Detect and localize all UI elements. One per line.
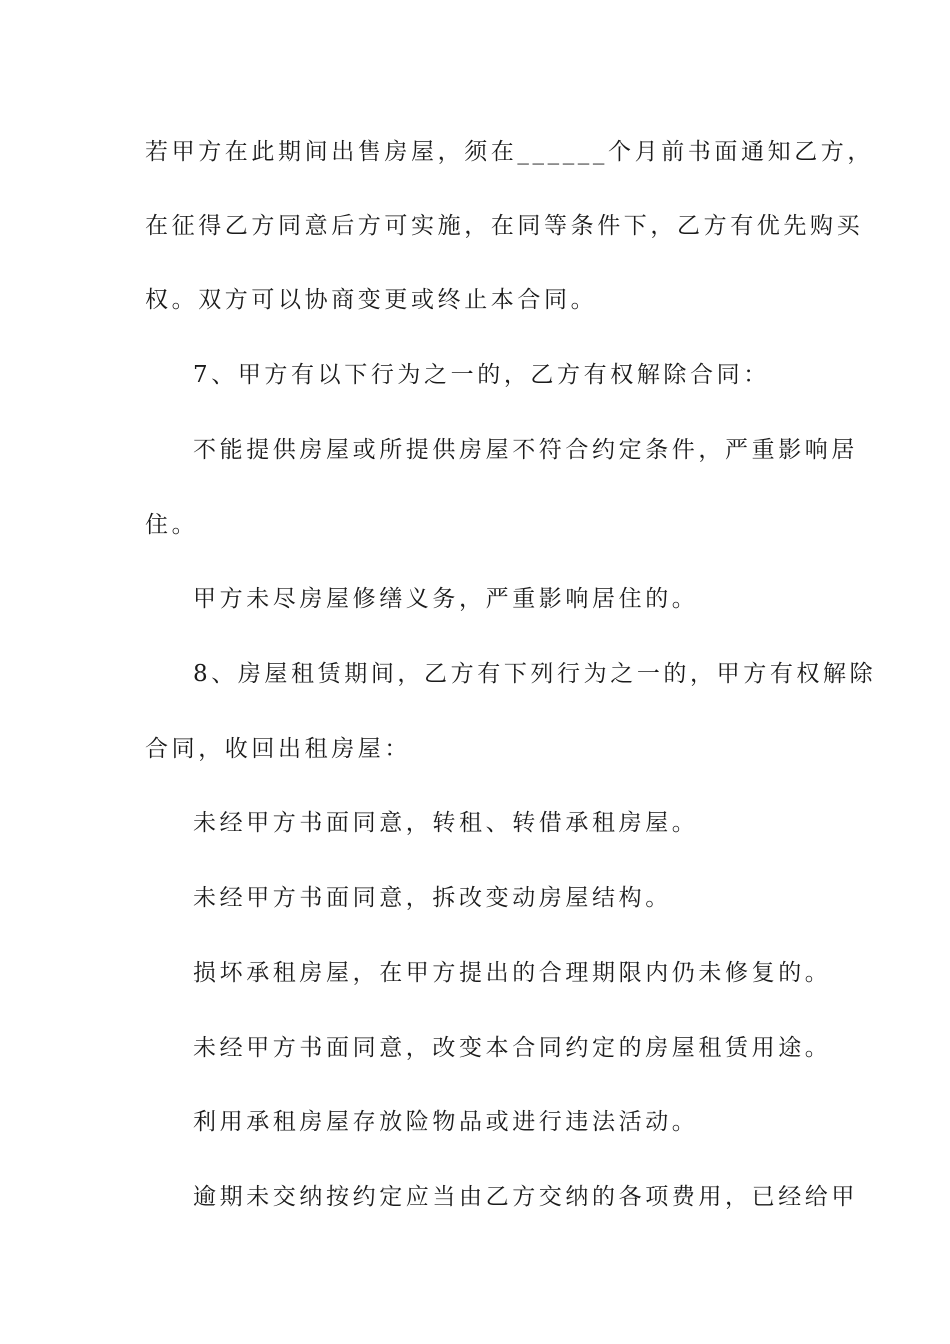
text-line: 住。 [145,512,199,538]
text-line: 合同，收回出租房屋： [145,736,411,762]
clause-heading: 8、房屋租赁期间，乙方有下列行为之一的，甲方有权解除 [193,661,877,687]
list-item: 损坏承租房屋，在甲方提出的合理期限内仍未修复的。 [193,960,832,986]
clause-heading: 7、甲方有以下行为之一的，乙方有权解除合同： [193,362,770,388]
list-item: 未经甲方书面同意，改变本合同约定的房屋租赁用途。 [193,1035,832,1061]
text-line: 甲方未尽房屋修缮义务，严重影响居住的。 [193,586,699,612]
list-item: 逾期未交纳按约定应当由乙方交纳的各项费用，已经给甲 [193,1184,858,1210]
list-item: 未经甲方书面同意，转租、转借承租房屋。 [193,810,699,836]
text-line: 不能提供房屋或所提供房屋不符合约定条件，严重影响居 [193,437,858,463]
text-line: 在征得乙方同意后方可实施，在同等条件下，乙方有优先购买 [145,213,864,239]
list-item: 未经甲方书面同意，拆改变动房屋结构。 [193,885,672,911]
text-line: 权。双方可以协商变更或终止本合同。 [145,287,598,313]
list-item: 利用承租房屋存放险物品或进行违法活动。 [193,1109,699,1135]
text-line: 若甲方在此期间出售房屋，须在______个月前书面通知乙方， [145,139,874,165]
